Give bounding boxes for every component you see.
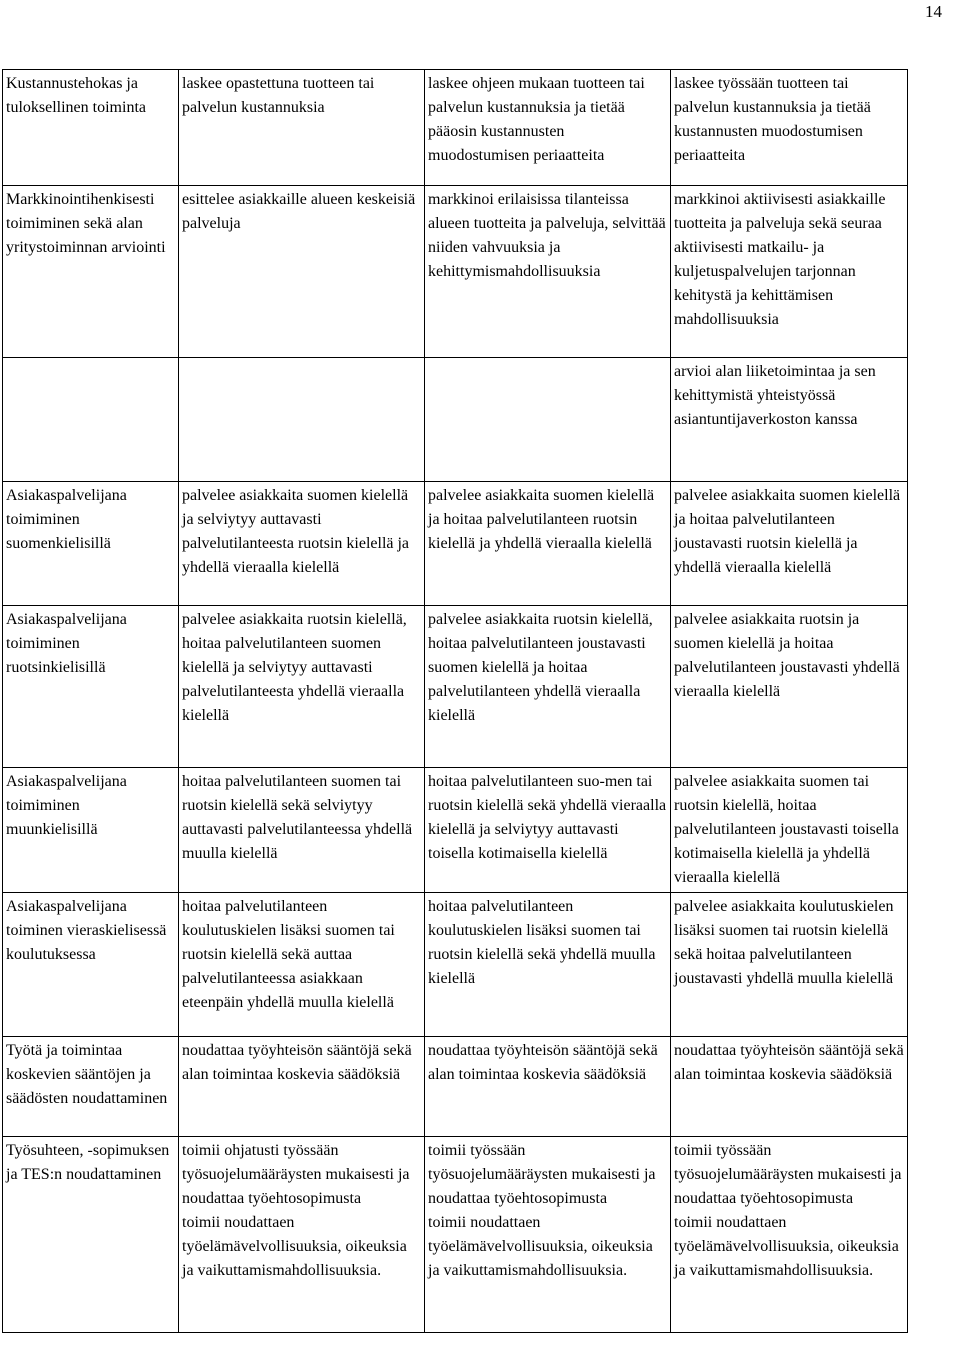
page-number: 14 — [925, 2, 942, 21]
level3-cell: toimii työssään työsuojelumääräysten mukaisesti ja noudattaa työehtosopimusta toimii noudattaen työelämävelvollisuuksia, oikeuksia ja vaikuttamismahdollisuuksia. — [671, 1137, 908, 1333]
criterion-cell — [3, 358, 179, 482]
criterion-cell: Asiakaspalvelijana toimiminen muunkielisillä — [3, 768, 179, 893]
level1-cell: laskee opastettuna tuotteen tai palvelun kustannuksia — [179, 70, 425, 186]
criterion-cell: Asiakaspalvelijana toimiminen ruotsinkielisillä — [3, 606, 179, 768]
criterion-cell: Markkinointihenkisesti toimiminen sekä alan yritystoiminnan arviointi — [3, 186, 179, 358]
level1-cell: noudattaa työyhteisön sääntöjä sekä alan toimintaa koskevia säädöksiä — [179, 1037, 425, 1137]
table-row — [3, 893, 908, 1037]
level2-cell: palvelee asiakkaita ruotsin kielellä, hoitaa palvelutilanteen joustavasti suomen kielellä ja hoitaa palvelutilanteen yhdellä vieraalla kielellä — [425, 606, 671, 768]
level1-cell: palvelee asiakkaita ruotsin kielellä, hoitaa palvelutilanteen suomen kielellä ja selviytyy auttavasti palvelutilanteesta yhdellä vieraalla kielellä — [179, 606, 425, 768]
level3-cell: arvioi alan liiketoimintaa ja sen kehittymistä yhteistyössä asiantuntijaverkoston kanssa — [671, 358, 908, 482]
table-row — [3, 768, 908, 893]
level1-cell: toimii ohjatusti työssään työsuojelumääräysten mukaisesti ja noudattaa työehtosopimusta toimii noudattaen työelämävelvollisuuksia, oikeuksia ja vaikuttamismahdollisuuksia. — [179, 1137, 425, 1333]
level1-cell — [179, 358, 425, 482]
table-row — [3, 70, 908, 186]
level2-cell — [425, 358, 671, 482]
level3-cell: palvelee asiakkaita suomen tai ruotsin kielellä, hoitaa palvelutilanteen joustavasti toisella kotimaisella kielellä ja yhdellä vieraalla kielellä — [671, 768, 908, 893]
table-row — [3, 186, 908, 358]
table-row — [3, 1037, 908, 1137]
assessment-criteria-table — [2, 69, 908, 1333]
criterion-cell: Työsuhteen, -sopimuksen ja TES:n noudattaminen — [3, 1137, 179, 1333]
criterion-cell: Työtä ja toimintaa koskevien sääntöjen ja säädösten noudattaminen — [3, 1037, 179, 1137]
table-row — [3, 606, 908, 768]
level2-cell: noudattaa työyhteisön sääntöjä sekä alan toimintaa koskevia säädöksiä — [425, 1037, 671, 1137]
level2-cell: laskee ohjeen mukaan tuotteen tai palvelun kustannuksia ja tietää pääosin kustannusten muodostumisen periaatteita — [425, 70, 671, 186]
table-row — [3, 358, 908, 482]
level2-cell: hoitaa palvelutilanteen suo-men tai ruotsin kielellä sekä yhdellä vieraalla kielellä ja selviytyy auttavasti toisella kotimaisella kielellä — [425, 768, 671, 893]
level1-cell: palvelee asiakkaita suomen kielellä ja selviytyy auttavasti palvelutilanteesta ruotsin kielellä ja yhdellä vieraalla kielellä — [179, 482, 425, 606]
level3-cell: palvelee asiakkaita ruotsin ja suomen kielellä ja hoitaa palvelutilanteen joustavasti yhdellä vieraalla kielellä — [671, 606, 908, 768]
level3-cell: palvelee asiakkaita koulutuskielen lisäksi suomen tai ruotsin kielellä sekä hoitaa palvelutilanteen joustavasti yhdellä muulla kielellä — [671, 893, 908, 1037]
level2-cell: toimii työssään työsuojelumääräysten mukaisesti ja noudattaa työehtosopimusta toimii noudattaen työelämävelvollisuuksia, oikeuksia ja vaikuttamismahdollisuuksia. — [425, 1137, 671, 1333]
level3-cell: palvelee asiakkaita suomen kielellä ja hoitaa palvelutilanteen joustavasti ruotsin kielellä ja yhdellä vieraalla kielellä — [671, 482, 908, 606]
level3-cell: noudattaa työyhteisön sääntöjä sekä alan toimintaa koskevia säädöksiä — [671, 1037, 908, 1137]
criterion-cell: Asiakaspalvelijana toimiminen suomenkielisillä — [3, 482, 179, 606]
table-row — [3, 1137, 908, 1333]
level1-cell: hoitaa palvelutilanteen koulutuskielen lisäksi suomen tai ruotsin kielellä sekä auttaa palvelutilanteessa asiakkaan eteenpäin yhdellä muulla kielellä — [179, 893, 425, 1037]
criterion-cell: Asiakaspalvelijana toiminen vieraskielisessä koulutuksessa — [3, 893, 179, 1037]
level2-cell: palvelee asiakkaita suomen kielellä ja hoitaa palvelutilanteen ruotsin kielellä ja yhdellä vieraalla kielellä — [425, 482, 671, 606]
level3-cell: laskee työssään tuotteen tai palvelun kustannuksia ja tietää kustannusten muodostumisen periaatteita — [671, 70, 908, 186]
level3-cell: markkinoi aktiivisesti asiakkaille tuotteita ja palveluja sekä seuraa aktiivisesti matkailu- ja kuljetuspalvelujen tarjonnan kehitystä ja kehittämisen mahdollisuuksia — [671, 186, 908, 358]
table-row — [3, 482, 908, 606]
level2-cell: hoitaa palvelutilanteen koulutuskielen lisäksi suomen tai ruotsin kielellä sekä yhdellä muulla kielellä — [425, 893, 671, 1037]
level1-cell: esittelee asiakkaille alueen keskeisiä palveluja — [179, 186, 425, 358]
level2-cell: markkinoi erilaisissa tilanteissa alueen tuotteita ja palveluja, selvittää niiden vahvuuksia ja kehittymismahdollisuuksia — [425, 186, 671, 358]
criterion-cell: Kustannustehokas ja tuloksellinen toiminta — [3, 70, 179, 186]
level1-cell: hoitaa palvelutilanteen suomen tai ruotsin kielellä sekä selviytyy auttavasti palvelutilanteessa yhdellä muulla kielellä — [179, 768, 425, 893]
